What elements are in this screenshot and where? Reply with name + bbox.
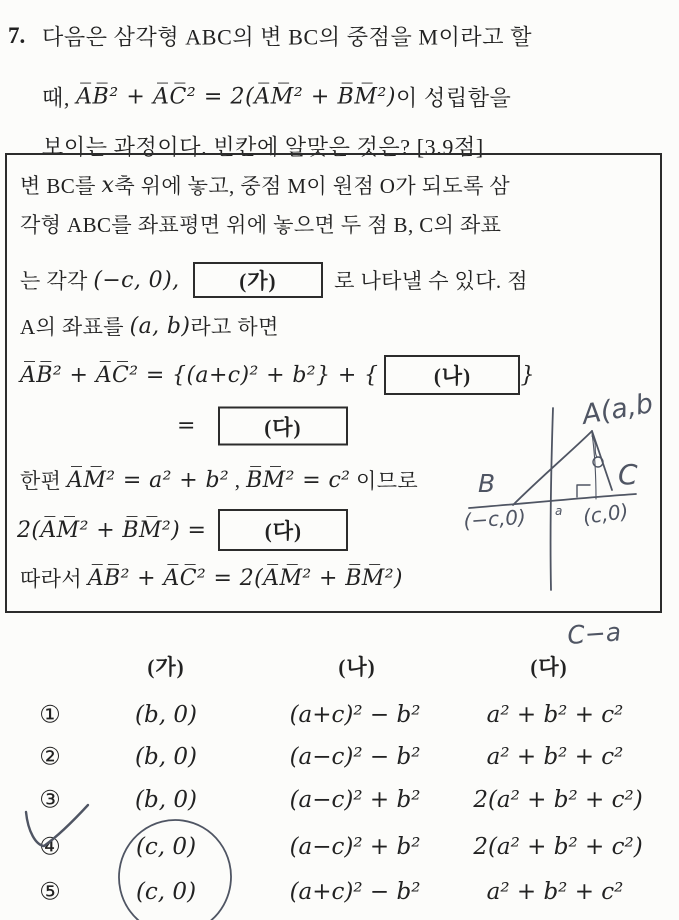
question-number: 7. xyxy=(8,23,26,48)
hw-point-c-label: C xyxy=(618,458,638,491)
choice-2-number: ② xyxy=(39,744,61,771)
choice-3-da: 2(a² + b² + c²) xyxy=(473,787,643,813)
choice-3-number: ③ xyxy=(39,787,61,814)
question-line-2 xyxy=(42,82,511,113)
proof-line-1-pre: 변 BC를 xyxy=(20,174,102,198)
choice-4-da: 2(a² + b² + c²) xyxy=(473,834,643,860)
blank-box-da-2: (다) xyxy=(218,509,348,551)
proof-line-4-post: 라고 하면 xyxy=(190,315,279,339)
choice-2-na: (a−c)² − b² xyxy=(289,744,421,770)
question-line-1 xyxy=(42,21,532,52)
hw-origin-label: a xyxy=(555,504,563,518)
choice-3-ga: (b, 0) xyxy=(135,787,197,813)
hw-c-coordinate: (c,0) xyxy=(581,498,630,529)
hw-point-a-label: A(a,b xyxy=(579,387,656,431)
proof-line-7-post: 이므로 xyxy=(350,469,419,493)
choice-5-ga: (c, 0) xyxy=(135,879,197,905)
blank-box-ga: (가) xyxy=(193,262,323,298)
question-line-2-post: 이 성립함을 xyxy=(396,85,512,111)
question-line-2-formula: A̅B̅² + A̅C̅² = 2(A̅M̅² + B̅M̅²) xyxy=(76,84,397,110)
choice-1-na: (a+c)² − b² xyxy=(289,702,421,728)
choice-4-number: ④ xyxy=(39,834,61,861)
choice-2-ga: (b, 0) xyxy=(135,744,197,770)
proof-line-7-formula-1: A̅M̅² = a² + b² xyxy=(67,467,230,493)
proof-line-1-post: 축 위에 놓고, 중점 M이 원점 O가 되도록 삼 xyxy=(114,174,511,198)
proof-line-2 xyxy=(20,209,501,239)
choice-4-na: (a−c)² + b² xyxy=(289,834,421,860)
proof-box xyxy=(5,153,662,613)
proof-line-3-pre: 는 각각 xyxy=(20,269,94,293)
proof-line-3-post: 로 나타낼 수 있다. 점 xyxy=(322,269,528,293)
proof-line-1 xyxy=(20,170,510,200)
proof-line-7 xyxy=(20,465,418,495)
hw-point-b-label: B xyxy=(478,469,496,498)
proof-line-6-equals: = xyxy=(177,413,196,439)
choice-4-ga: (c, 0) xyxy=(135,834,197,860)
proof-line-7-pre: 한편 xyxy=(20,469,68,493)
choice-5-number: ⑤ xyxy=(39,879,61,906)
question-line-2-pre: 때, xyxy=(42,85,77,111)
proof-line-5 xyxy=(20,355,535,395)
proof-line-1-x: x xyxy=(101,172,115,198)
choices-header-na: (나) xyxy=(338,655,376,679)
blank-box-da-1: (다) xyxy=(218,407,348,446)
proof-line-4-coord: (a, b) xyxy=(129,313,191,339)
question-line-1-text: 다음은 삼각형 ABC의 변 BC의 중점을 M이라고 할 xyxy=(42,24,533,50)
choice-1-number: ① xyxy=(39,702,61,729)
proof-line-3 xyxy=(20,262,528,298)
proof-line-5-formula: A̅B̅² + A̅C̅² = {(a+c)² + b²} + { xyxy=(20,362,379,388)
proof-line-3-coord: (−c, 0), xyxy=(93,267,187,293)
choice-1-da: a² + b² + c² xyxy=(486,702,624,728)
answer-choices xyxy=(0,632,679,920)
choice-5-na: (a+c)² − b² xyxy=(289,879,421,905)
question-line-3-text: 보이는 과정이다. 빈칸에 알맞은 것은? [3.9점] xyxy=(42,134,484,160)
choice-3-na: (a−c)² + b² xyxy=(289,787,421,813)
choice-5-da: a² + b² + c² xyxy=(486,879,624,905)
proof-line-8 xyxy=(17,509,348,551)
proof-line-9 xyxy=(20,563,403,593)
proof-line-4-pre: A의 좌표를 xyxy=(20,315,130,339)
choice-1-ga: (b, 0) xyxy=(135,702,197,728)
choice-2-da: a² + b² + c² xyxy=(486,744,624,770)
proof-line-6 xyxy=(177,407,348,446)
proof-line-7-formula-2: B̅M̅² = c² xyxy=(246,467,351,493)
proof-line-9-formula: A̅B̅² + A̅C̅² = 2(A̅M̅² + B̅M̅²) xyxy=(87,565,403,591)
proof-line-9-pre: 따라서 xyxy=(20,567,88,591)
choices-header-da: (다) xyxy=(530,655,568,679)
proof-line-2-text: 각형 ABC를 좌표평면 위에 놓으면 두 점 B, C의 좌표 xyxy=(20,213,502,237)
blank-box-na: (나) xyxy=(384,355,520,395)
hw-b-coordinate: (−c,0) xyxy=(462,504,527,533)
proof-line-4 xyxy=(20,311,279,341)
choices-header-ga: (가) xyxy=(147,655,185,679)
proof-line-8-formula: 2(A̅M̅² + B̅M̅²) = xyxy=(17,517,207,543)
proof-line-7-sep: , xyxy=(229,467,247,492)
hw-margin-note: C−a xyxy=(566,617,623,650)
proof-line-5-close: } xyxy=(520,362,535,388)
